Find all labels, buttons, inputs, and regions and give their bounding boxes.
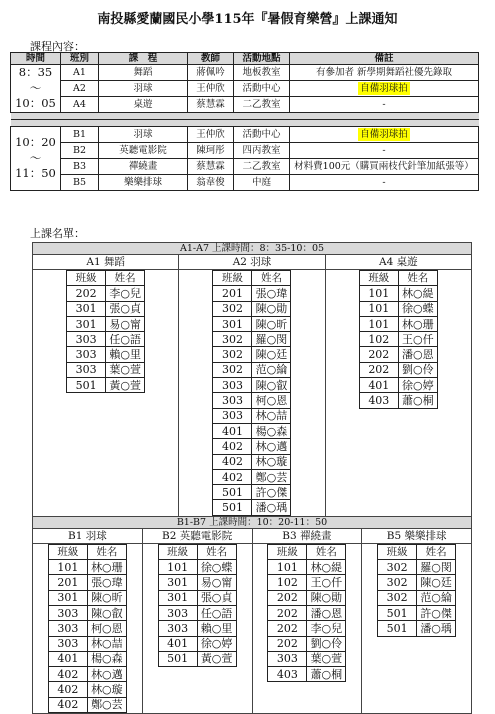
roster-header-row (48, 544, 126, 559)
roster-row (158, 651, 236, 666)
teacher-cell: 王仲欣 (188, 81, 234, 97)
student-name: 林○珊 (87, 560, 126, 575)
student-name: 潘○瑀 (252, 500, 291, 515)
roster-table (212, 270, 291, 516)
note-cell (290, 127, 479, 143)
class-cell: B2 (61, 143, 99, 159)
roster-row (378, 621, 456, 636)
student-class: 402 (213, 469, 252, 484)
roster-row (48, 605, 126, 620)
roster-row (158, 621, 236, 636)
roster-row (158, 605, 236, 620)
roster-group-title: B3 禪繞畫 (253, 529, 362, 544)
roster-row (158, 575, 236, 590)
roster-row (67, 332, 145, 347)
roster-row (158, 636, 236, 651)
roster-col-name: 姓名 (87, 544, 126, 559)
student-class: 303 (67, 347, 106, 362)
student-name: 賴○里 (106, 347, 145, 362)
note-cell: - (290, 175, 479, 191)
place-cell: 活動中心 (234, 81, 290, 97)
student-name: 陳○廷 (417, 575, 456, 590)
student-class: 302 (378, 560, 417, 575)
course-cell: 舞蹈 (99, 65, 188, 81)
roster-row (359, 316, 437, 331)
roster-col-class: 班級 (67, 271, 106, 286)
student-class: 303 (158, 605, 197, 620)
student-name: 楊○森 (252, 423, 291, 438)
place-cell: 中庭 (234, 175, 290, 191)
student-class: 101 (359, 316, 398, 331)
teacher-cell: 翁韋俊 (188, 175, 234, 191)
class-cell: B1 (61, 127, 99, 143)
student-name: 黃○萱 (106, 378, 145, 393)
roster-row (359, 286, 437, 301)
student-class: 202 (359, 347, 398, 362)
roster-col-name: 姓名 (106, 271, 145, 286)
note-cell: 有參加者 新學期舞蹈社優先錄取 (290, 65, 479, 81)
roster-table (158, 544, 237, 667)
course-cell: 羽球 (99, 127, 188, 143)
student-class: 202 (268, 605, 307, 620)
roster-col-class: 班級 (268, 544, 307, 559)
header-time: 時間 (11, 53, 61, 65)
student-name: 潘○恩 (307, 605, 346, 620)
highlight-note: 自備羽球拍 (360, 128, 408, 140)
student-name: 陳○叡 (87, 605, 126, 620)
roster-header-row (378, 544, 456, 559)
class-cell: B5 (61, 175, 99, 191)
session2-start: 10：20 (15, 135, 56, 150)
student-class: 202 (268, 636, 307, 651)
student-name: 林○邁 (252, 439, 291, 454)
schedule-header-row (11, 53, 479, 65)
student-class: 303 (48, 621, 87, 636)
session2-end: 11：50 (15, 166, 56, 181)
roster-row (213, 454, 291, 469)
student-name: 陳○叡 (252, 378, 291, 393)
student-name: 范○綸 (252, 362, 291, 377)
course-cell: 英聽電影院 (99, 143, 188, 159)
course-cell: 禪繞畫 (99, 159, 188, 175)
student-class: 403 (268, 667, 307, 682)
roster-table (377, 544, 456, 637)
student-class: 101 (48, 560, 87, 575)
roster-row (268, 575, 346, 590)
place-cell: 地板教室 (234, 65, 290, 81)
student-name: 林○璇 (87, 682, 126, 697)
course-cell: 羽球 (99, 81, 188, 97)
session-divider (11, 120, 479, 127)
student-class: 202 (268, 590, 307, 605)
teacher-cell: 蔡慧霖 (188, 97, 234, 113)
roster-row (48, 636, 126, 651)
student-name: 柯○恩 (252, 393, 291, 408)
page-title: 南投縣愛蘭國民小學115年『暑假育樂營』上課通知 (97, 12, 398, 27)
roster-row (268, 560, 346, 575)
roster-row (48, 651, 126, 666)
student-name: 林○珊 (398, 316, 437, 331)
student-name: 李○兒 (307, 621, 346, 636)
roster-header-row (268, 544, 346, 559)
student-class: 501 (213, 500, 252, 515)
schedule-row (11, 97, 479, 113)
roster-group (253, 529, 363, 713)
student-class: 301 (67, 301, 106, 316)
roster-row (213, 393, 291, 408)
student-name: 劉○伶 (307, 636, 346, 651)
session1-start: 8：35 (18, 65, 53, 80)
student-class: 102 (268, 575, 307, 590)
student-name: 楊○森 (87, 651, 126, 666)
student-name: 葉○萱 (106, 362, 145, 377)
student-class: 102 (359, 332, 398, 347)
student-class: 202 (67, 286, 106, 301)
roster-group-title: B5 樂樂排球 (362, 529, 471, 544)
schedule-row (11, 159, 479, 175)
block-b-groups (33, 529, 471, 713)
student-class: 201 (48, 575, 87, 590)
student-class: 302 (213, 301, 252, 316)
student-class: 303 (213, 378, 252, 393)
student-name: 劉○伶 (398, 362, 437, 377)
header-course: 課 程 (99, 53, 188, 65)
student-name: 張○瑋 (252, 286, 291, 301)
schedule-row (11, 143, 479, 159)
roster-row (67, 362, 145, 377)
roster-col-name: 姓名 (398, 271, 437, 286)
student-name: 許○傑 (252, 485, 291, 500)
roster-row (213, 485, 291, 500)
roster-row (359, 393, 437, 408)
roster-row (158, 590, 236, 605)
student-name: 張○貞 (106, 301, 145, 316)
student-name: 林○緹 (307, 560, 346, 575)
student-class: 402 (213, 454, 252, 469)
student-class: 402 (48, 667, 87, 682)
class-cell: B3 (61, 159, 99, 175)
student-name: 徐○蝶 (398, 301, 437, 316)
student-class: 303 (158, 621, 197, 636)
student-name: 任○語 (106, 332, 145, 347)
student-class: 402 (48, 682, 87, 697)
block-a-band: A1-A7 上課時間：8：35-10：05 (33, 243, 471, 255)
student-class: 403 (359, 393, 398, 408)
roster-group-title: A4 桌遊 (326, 255, 471, 270)
roster-row (268, 636, 346, 651)
teacher-cell: 王仲欣 (188, 127, 234, 143)
student-class: 303 (67, 332, 106, 347)
note-cell: - (290, 97, 479, 113)
place-cell: 四丙教室 (234, 143, 290, 159)
student-class: 302 (378, 590, 417, 605)
student-class: 303 (48, 605, 87, 620)
note-cell: 材料費100元（購買兩枝代針筆加紙張等） (290, 159, 479, 175)
student-class: 501 (158, 651, 197, 666)
roster-row (213, 286, 291, 301)
roster-row (48, 667, 126, 682)
roster-group (362, 529, 471, 713)
student-name: 易○甯 (197, 575, 236, 590)
student-class: 101 (158, 560, 197, 575)
session1-time (11, 65, 61, 113)
student-name: 范○綸 (417, 590, 456, 605)
course-cell: 桌遊 (99, 97, 188, 113)
student-class: 303 (48, 636, 87, 651)
schedule-row (11, 127, 479, 143)
header-teacher: 教師 (188, 53, 234, 65)
roster-row (67, 286, 145, 301)
teacher-cell: 蔡慧霖 (188, 159, 234, 175)
header-class: 班別 (61, 53, 99, 65)
student-class: 401 (158, 636, 197, 651)
roster-row (378, 575, 456, 590)
schedule-row (11, 175, 479, 191)
student-name: 林○邁 (87, 667, 126, 682)
student-class: 402 (213, 439, 252, 454)
student-name: 陳○勛 (252, 301, 291, 316)
student-class: 101 (359, 286, 398, 301)
roster-row (378, 605, 456, 620)
student-class: 501 (378, 621, 417, 636)
roster-group (326, 255, 471, 516)
roster-group-title: B1 羽球 (33, 529, 142, 544)
roster-table (267, 544, 346, 683)
class-cell: A1 (61, 65, 99, 81)
roster-section-label: 上課名單： (30, 227, 85, 240)
student-class: 303 (268, 651, 307, 666)
teacher-cell: 蔣佩吟 (188, 65, 234, 81)
roster-col-name: 姓名 (252, 271, 291, 286)
student-name: 羅○閔 (417, 560, 456, 575)
student-name: 王○仟 (307, 575, 346, 590)
roster-header-row (213, 271, 291, 286)
student-class: 303 (213, 393, 252, 408)
student-name: 任○語 (197, 605, 236, 620)
roster-col-name: 姓名 (197, 544, 236, 559)
student-name: 鄭○芸 (252, 469, 291, 484)
student-name: 王○仟 (398, 332, 437, 347)
student-name: 鄭○芸 (87, 697, 126, 712)
roster-col-name: 姓名 (307, 544, 346, 559)
roster-table (66, 270, 145, 393)
roster-row (268, 667, 346, 682)
roster-group-title: B2 英聽電影院 (143, 529, 252, 544)
roster-row (213, 347, 291, 362)
roster-row (268, 605, 346, 620)
roster-row (48, 682, 126, 697)
student-name: 張○瑋 (87, 575, 126, 590)
roster-row (67, 316, 145, 331)
roster-row (48, 575, 126, 590)
roster-table (359, 270, 438, 409)
student-class: 301 (213, 316, 252, 331)
student-name: 徐○婷 (398, 378, 437, 393)
student-class: 501 (67, 378, 106, 393)
roster-row (213, 316, 291, 331)
student-name: 潘○恩 (398, 347, 437, 362)
roster-panel (32, 242, 472, 714)
roster-row (359, 332, 437, 347)
student-class: 302 (378, 575, 417, 590)
roster-row (213, 423, 291, 438)
student-name: 潘○瑀 (417, 621, 456, 636)
student-class: 303 (213, 408, 252, 423)
roster-col-class: 班級 (48, 544, 87, 559)
session1-end: 10：05 (15, 96, 56, 111)
student-class: 301 (48, 590, 87, 605)
roster-row (268, 590, 346, 605)
student-name: 羅○閔 (252, 332, 291, 347)
roster-group-title: A1 舞蹈 (33, 255, 178, 270)
place-cell: 活動中心 (234, 127, 290, 143)
roster-header-row (158, 544, 236, 559)
student-class: 402 (48, 697, 87, 712)
student-class: 303 (67, 362, 106, 377)
roster-row (48, 621, 126, 636)
course-section-label: 課程內容： (30, 40, 85, 53)
student-name: 陳○勛 (307, 590, 346, 605)
roster-row (213, 301, 291, 316)
highlight-note: 自備羽球拍 (360, 82, 408, 94)
roster-row (158, 560, 236, 575)
roster-row (359, 301, 437, 316)
roster-row (213, 378, 291, 393)
student-class: 101 (268, 560, 307, 575)
roster-row (213, 332, 291, 347)
student-name: 蕭○桐 (307, 667, 346, 682)
student-name: 陳○昕 (252, 316, 291, 331)
place-cell: 二乙教室 (234, 159, 290, 175)
roster-row (359, 347, 437, 362)
block-a-groups (33, 255, 471, 516)
student-class: 501 (213, 485, 252, 500)
student-name: 柯○恩 (87, 621, 126, 636)
student-name: 林○璇 (252, 454, 291, 469)
roster-row (213, 408, 291, 423)
student-name: 葉○萱 (307, 651, 346, 666)
roster-col-name: 姓名 (417, 544, 456, 559)
student-name: 陳○廷 (252, 347, 291, 362)
note-cell (290, 81, 479, 97)
header-place: 活動地點 (234, 53, 290, 65)
roster-col-class: 班級 (378, 544, 417, 559)
note-cell: - (290, 143, 479, 159)
schedule-row (11, 65, 479, 81)
session-divider (11, 113, 479, 120)
student-class: 101 (359, 301, 398, 316)
roster-row (67, 378, 145, 393)
roster-header-row (359, 271, 437, 286)
student-class: 302 (213, 332, 252, 347)
roster-group-title: A2 羽球 (179, 255, 324, 270)
roster-row (213, 362, 291, 377)
roster-row (213, 469, 291, 484)
roster-header-row (67, 271, 145, 286)
session1-sep: ～ (29, 80, 42, 95)
schedule-row (11, 81, 479, 97)
roster-row (268, 651, 346, 666)
course-cell: 樂樂排球 (99, 175, 188, 191)
roster-row (48, 590, 126, 605)
student-name: 蕭○桐 (398, 393, 437, 408)
student-class: 301 (67, 316, 106, 331)
student-class: 301 (158, 590, 197, 605)
student-class: 302 (213, 362, 252, 377)
student-name: 張○貞 (197, 590, 236, 605)
student-class: 301 (158, 575, 197, 590)
teacher-cell: 陳珂彤 (188, 143, 234, 159)
class-cell: A2 (61, 81, 99, 97)
roster-group (143, 529, 253, 713)
student-class: 401 (48, 651, 87, 666)
student-name: 林○喆 (252, 408, 291, 423)
session2-sep: ～ (29, 150, 42, 165)
student-class: 201 (213, 286, 252, 301)
roster-row (359, 378, 437, 393)
student-class: 202 (268, 621, 307, 636)
student-class: 401 (213, 423, 252, 438)
roster-row (268, 621, 346, 636)
roster-row (67, 347, 145, 362)
block-b-band: B1-B7 上課時間：10：20-11：50 (33, 516, 471, 529)
student-name: 林○緹 (398, 286, 437, 301)
roster-group (179, 255, 325, 516)
roster-row (48, 560, 126, 575)
student-class: 501 (378, 605, 417, 620)
student-class: 302 (213, 347, 252, 362)
header-note: 備註 (290, 53, 479, 65)
student-name: 徐○蝶 (197, 560, 236, 575)
student-name: 賴○里 (197, 621, 236, 636)
student-name: 林○喆 (87, 636, 126, 651)
student-name: 易○甯 (106, 316, 145, 331)
place-cell: 二乙教室 (234, 97, 290, 113)
schedule-table (10, 52, 479, 191)
roster-group (33, 529, 143, 713)
roster-table (48, 544, 127, 713)
student-name: 徐○婷 (197, 636, 236, 651)
student-class: 202 (359, 362, 398, 377)
roster-row (213, 500, 291, 515)
student-class: 401 (359, 378, 398, 393)
roster-col-class: 班級 (359, 271, 398, 286)
student-name: 陳○昕 (87, 590, 126, 605)
roster-col-class: 班級 (213, 271, 252, 286)
roster-group (33, 255, 179, 516)
student-name: 李○兒 (106, 286, 145, 301)
roster-col-class: 班級 (158, 544, 197, 559)
student-name: 許○傑 (417, 605, 456, 620)
roster-row (378, 590, 456, 605)
roster-row (67, 301, 145, 316)
student-name: 黃○萱 (197, 651, 236, 666)
session2-time (11, 127, 61, 191)
class-cell: A4 (61, 97, 99, 113)
roster-row (378, 560, 456, 575)
roster-row (213, 439, 291, 454)
roster-row (359, 362, 437, 377)
